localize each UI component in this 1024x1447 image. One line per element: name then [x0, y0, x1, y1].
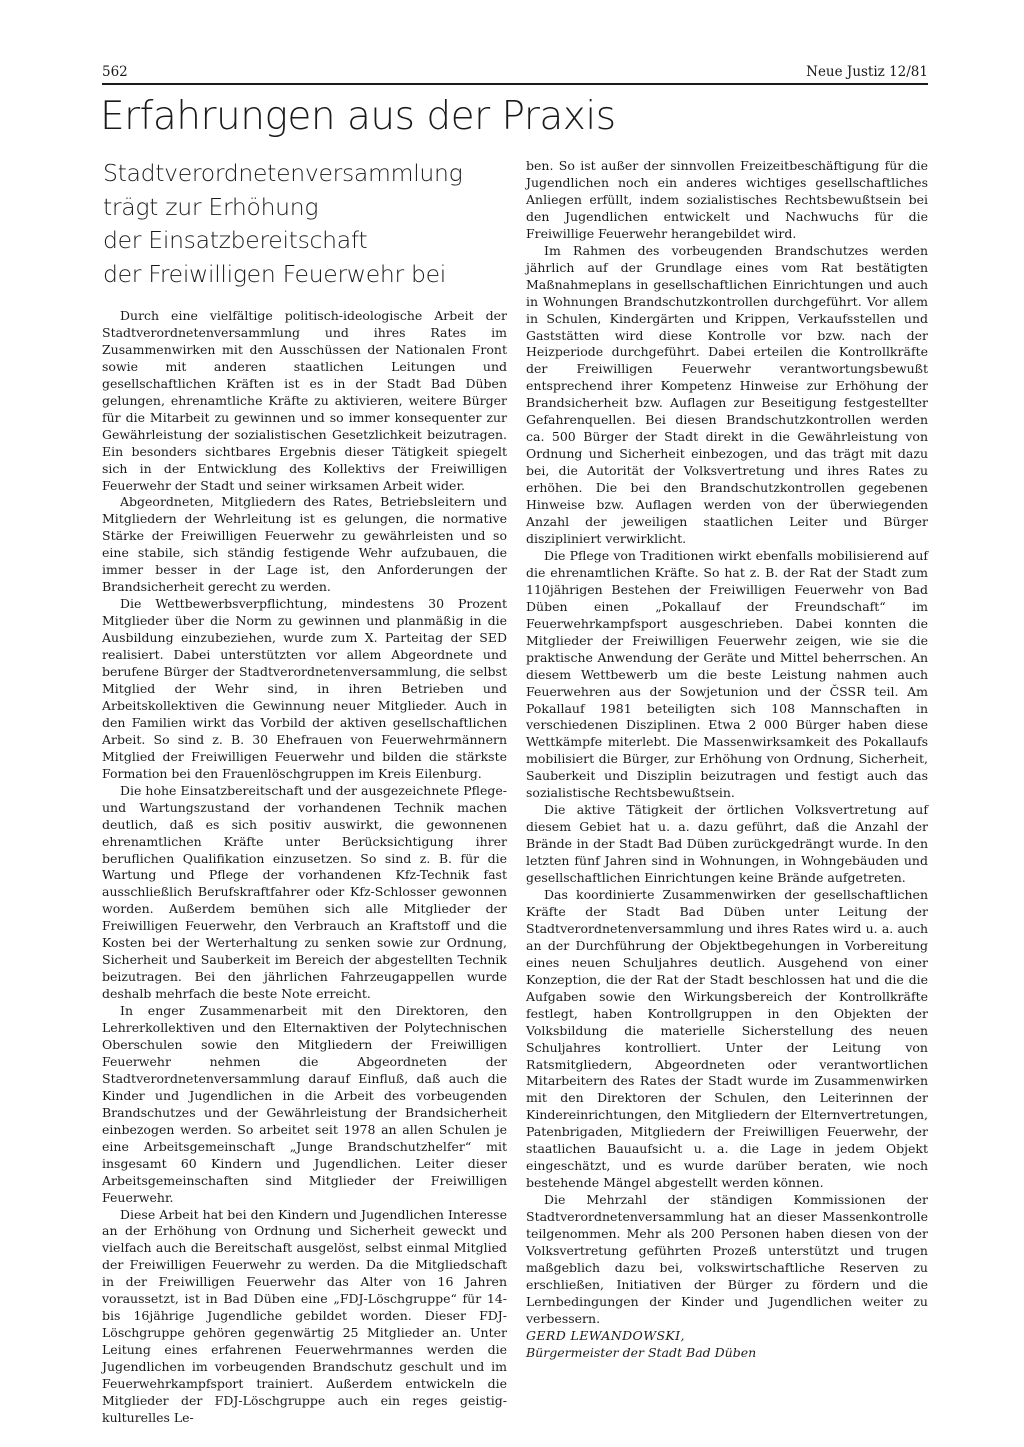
- paragraph: Die aktive Tätigkeit der örtlichen Volksvertretung auf diesem Gebiet hat u. a. dazu geführt, daß die Anzahl der Brände in der Stadt Bad Düben zurückgedrängt wurde. In den letzten fünf Jahren sind in Wohnungen, in Wohngebäuden und gesellschaftlichen Einrichtungen keine Brände aufgetreten.: [526, 802, 928, 886]
- right-column: [526, 158, 928, 1362]
- author-position: Bürgermeister der Stadt Bad Düben: [526, 1344, 757, 1360]
- paragraph: Die Wettbewerbsverpflichtung, mindestens 30 Prozent Mitglieder über die Norm zu gewinnen und planmäßig in die Ausbildung einzubeziehen, wurde zum X. Parteitag der SED realisiert. Dabei unterstützten vor allem Abgeordnete und berufene Bürger der Stadtverordnetenversammlung, die selbst Mitglied der Wehr sind, in ihren Betrieben und Arbeitskollektiven die Gewinnung neuer Mitglieder. Auch in den Familien wirkt das Vorbild der aktiven gesellschaftlichen Arbeit. So sind z. B. 30 Ehefrauen von Feuerwehrmännern Mitglied der Freiwilligen Feuerwehr und bilden die stärkste Formation bei den Frauenlöschgruppen im Kreis Eilenburg.: [102, 596, 507, 781]
- paragraph: Die Pflege von Traditionen wirkt ebenfalls mobilisierend auf die ehrenamtlichen Kräfte. So hat z. B. der Rat der Stadt zum 110jährigen Bestehen der Freiwilligen Feuerwehr von Bad Düben einen „Pokallauf der Freundschaft“ im Feuerwehrkampfsport ausgeschrieben. Dabei konnten die Mitglieder der Freiwilligen Feuerwehr zeigen, wie sie die praktische Anwendung der Geräte und Mittel beherrschen. An diesem Wettbewerb um die beste Leistung nahmen auch Feuerwehren aus der Sowjetunion und der ČSSR teil. Am Pokallauf 1981 beteiligten sich 108 Mannschaften in verschiedenen Disziplinen. Etwa 2 000 Bürger haben diese Wettkämpfe miterlebt. Die Massenwirksamkeit des Pokallaufs mobilisiert die Bürger, zur Erhöhung von Ordnung, Sicherheit, Sauberkeit und Disziplin beizutragen und festigt auch das sozialistische Rechtsbewußtsein.: [526, 547, 928, 801]
- paragraph: Abgeordneten, Mitgliedern des Rates, Betriebsleitern und Mitgliedern der Wehrleitung ist es gelungen, die normative Stärke der Freiwilligen Feuerwehr zu gewährleisten und so eine stabile, sich ständig festigende Wehr aufzubauen, die immer besser in der Lage ist, den Anforderungen der Brandsicherheit gerecht zu werden.: [102, 494, 507, 595]
- paragraph: In enger Zusammenarbeit mit den Direktoren, den Lehrerkollektiven und den Elternaktiven der Polytechnischen Oberschulen sowie den Mitgliedern der Freiwilligen Feuerwehr nehmen die Abgeordneten der Stadtverordnetenversammlung darauf Einfluß, daß auch die Kinder und Jugendlichen in die Arbeit des vorbeugenden Brandschutzes und der Gewährleistung der Brandsicherheit einbezogen werden. So arbeitet seit 1978 an allen Schulen je eine Arbeitsgemeinschaft „Junge Brandschutzhelfer“ mit insgesamt 60 Kindern und Jugendlichen. Leiter dieser Arbeitsgemeinschaften sind Mitglieder der Freiwilligen Feuerwehr.: [102, 1003, 507, 1205]
- paragraph: Die Mehrzahl der ständigen Kommissionen der Stadtverordnetenversammlung hat an dieser Massenkontrolle teilgenommen. Mehr als 200 Personen haben diesen von der Volksvertretung geführten Prozeß unterstützt und trugen maßgeblich dazu bei, volkswirtschaftliche Reserven zu erschließen, Initiativen der Bürger zu fördern und die Lernbedingungen der Kinder und Jugendlichen weiter zu verbessern.: [526, 1192, 928, 1326]
- journal-reference: Neue Justiz 12/81: [806, 64, 928, 80]
- author-name: GERD LEWANDOWSKI,: [526, 1327, 685, 1343]
- article-title-line: trägt zur Erhöhung: [103, 192, 319, 221]
- article-title-line: der Freiwilligen Feuerwehr bei: [103, 259, 447, 288]
- paragraph-continued: ben. So ist außer der sinnvollen Freizeitbeschäftigung für die Jugendlichen noch ein anderes wichtiges gesellschaftliches Anliegen erfüllt, indem sozialistisches Rechtsbewußtsein bei den Jugendlichen entwickelt und Nachwuchs für die Freiwillige Feuerwehr herangebildet wird.: [526, 158, 928, 241]
- paragraph: Durch eine vielfältige politisch-ideologische Arbeit der Stadtverordnetenversammlung und ihres Rates im Zusammenwirken mit den Ausschüssen der Nationalen Front sowie mit anderen staatlichen Leitungen und gesellschaftlichen Kräften ist es in der Stadt Bad Düben gelungen, ehrenamtliche Kräfte zu aktivieren, weitere Bürger für die Mitarbeit zu gewinnen und so immer konsequenter zur Gewährleistung der sozialistischen Gesetzlichkeit beizutragen. Ein besonders sichtbares Ergebnis dieser Tätigkeit spiegelt sich in der Entwicklung des Kollektivs der Freiwilligen Feuerwehr der Stadt und seiner wirksamen Arbeit wider.: [102, 308, 507, 493]
- article-title: [103, 157, 508, 291]
- paragraph: Die hohe Einsatzbereitschaft und der ausgezeichnete Pflege- und Wartungszustand der vorhandenen Technik machen deutlich, daß es sich positiv auswirkt, die gewonnenen ehrenamtlichen Kräfte unter Berücksichtigung ihrer beruflichen Qualifikation einzusetzen. So sind z. B. für die Wartung und Pflege der vorhandenen Kfz-Technik fast ausschließlich Berufskraftfahrer oder Kfz-Schlosser gewonnen worden. Außerdem bemühen sich alle Mitglieder der Freiwilligen Feuerwehr, den Verbrauch an Kraftstoff und die Kosten bei der Werterhaltung zu senken sowie zur Ordnung, Sicherheit und Sauberkeit im Bereich der abgestellten Technik beizutragen. Bei den jährlichen Fahrzeugappellen wurde deshalb mehrfach die beste Note erreicht.: [102, 782, 507, 1002]
- header-rule: [102, 83, 928, 85]
- article-title-line: der Einsatzbereitschaft: [103, 226, 368, 254]
- section-title: Erfahrungen aus der Praxis: [100, 94, 616, 139]
- paragraph: Diese Arbeit hat bei den Kindern und Jugendlichen Interesse an der Erhöhung von Ordnung und Sicherheit geweckt und vielfach auch die Bereitschaft ausgelöst, selbst einmal Mitglied der Freiwilligen Feuerwehr zu werden. Da die Mitgliedschaft in der Freiwilligen Feuerwehr das Alter von 16 Jahren voraussetzt, ist in Bad Düben eine „FDJ-Löschgruppe“ für 14- bis 16jährige Jugendliche gebildet worden. Dieser FDJ-Löschgruppe gehören gegenwärtig 25 Mitglieder an. Unter Leitung eines erfahrenen Feuerwehrmannes werden die Jugendlichen im vorbeugenden Brandschutz geschult und im Feuerwehrkampfsport trainiert. Außerdem entwickeln die Mitglieder der FDJ-Löschgruppe auch ein reges geistig-kulturelles Le-: [102, 1206, 507, 1425]
- author-signature: [526, 1328, 928, 1362]
- running-head: [102, 62, 928, 82]
- article-title-line: Stadtverordnetenversammlung: [103, 159, 463, 187]
- left-column: [102, 308, 507, 1427]
- page-number: 562: [102, 64, 128, 80]
- paragraph: Das koordinierte Zusammenwirken der gesellschaftlichen Kräfte der Stadt Bad Düben unter Leitung der Stadtverordnetenversammlung und ihres Rates wird u. a. auch an der Durchführung der Objektbegehungen in Vorbereitung eines neuen Schuljahres deutlich. Ausgehend von einer Konzeption, die der Rat der Stadt beschlossen hat und die die Aufgaben sowie den Wirkungsbereich der Kontrollkräfte festlegt, haben Kontrollgruppen in den Objekten der Volksbildung die materielle Sicherstellung des neuen Schuljahres kontrolliert. Unter der Leitung von Ratsmitgliedern, Abgeordneten oder verantwortlichen Mitarbeitern des Rates der Stadt wurde im Zusammenwirken mit den Direktoren der Schulen, den Leiterinnen der Kindereinrichtungen, den Mitgliedern der Elternvertretungen, Patenbrigaden, Mitgliedern der Freiwilligen Feuerwehr, der staatlichen Bauaufsicht u. a. die Lage in jedem Objekt eingeschätzt, und es wurde darüber beraten, wie noch bestehende Mängel abgestellt werden können.: [526, 886, 928, 1191]
- paragraph: Im Rahmen des vorbeugenden Brandschutzes werden jährlich auf der Grundlage eines vom Rat bestätigten Maßnahmeplans in gesellschaftlichen Einrichtungen und auch in Wohnungen Brandschutzkontrollen durchgeführt. Vor allem in Schulen, Kindergärten und Krippen, Verkaufsstellen und Gaststätten wird diese Kontrolle vor bzw. nach der Heizperiode durchgeführt. Dabei erteilen die Kontrollkräfte der Freiwilligen Feuerwehr verantwortungsbewußt entsprechend ihrer Kompetenz Hinweise zur Erhöhung der Brandsicherheit bzw. Auflagen zur Beseitigung festgestellter Gefahrenquellen. Bei diesen Brandschutzkontrollen werden ca. 500 Bürger der Stadt direkt in die Gewährleistung von Ordnung und Sicherheit einbezogen, und das trägt mit dazu bei, die Autorität der Volksvertretung und ihres Rates zu erhöhen. Die bei den Brandschutzkontrollen gegebenen Hinweise bzw. Auflagen werden von der überwiegenden Anzahl der jeweiligen staatlichen Leiter und Bürger diszipliniert verwirklicht.: [526, 242, 928, 546]
